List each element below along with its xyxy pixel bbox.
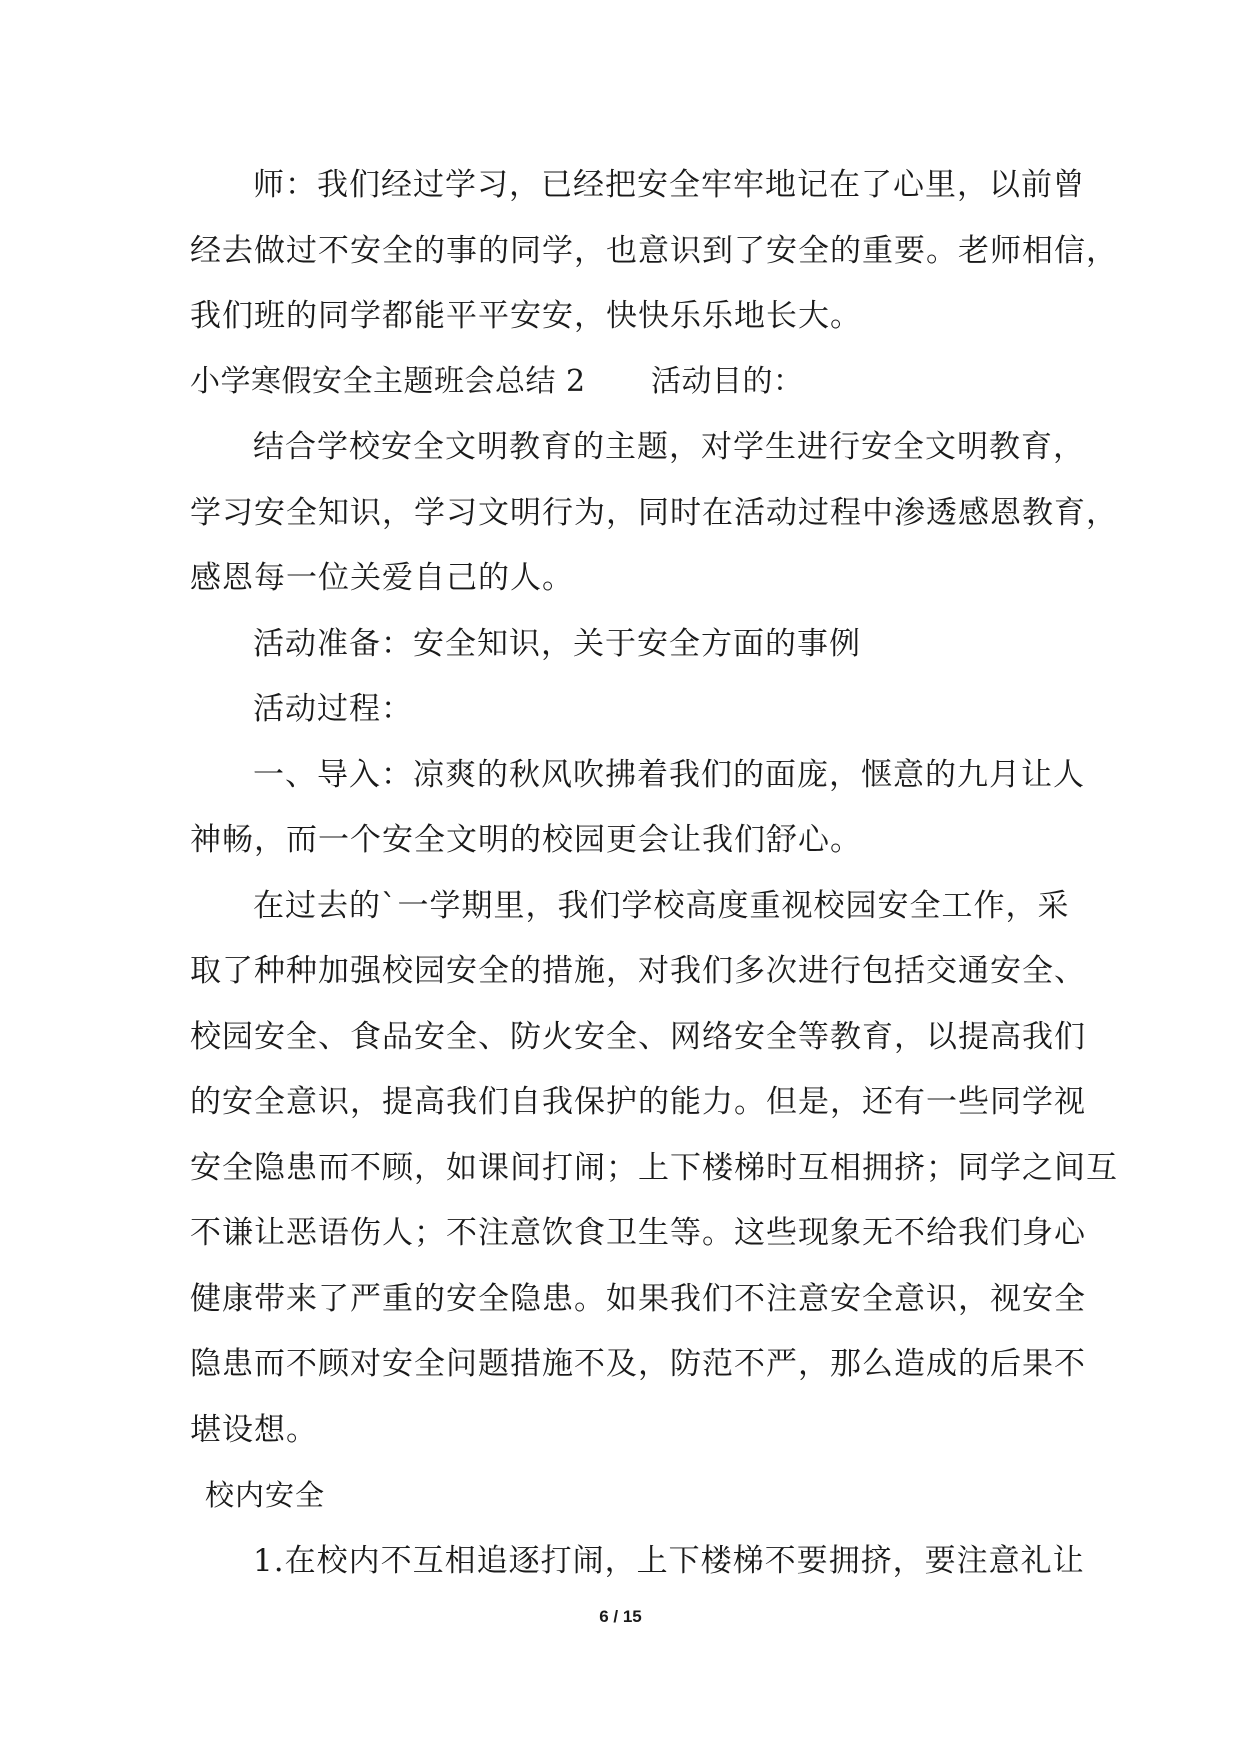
section-subheading: 活动目的： <box>651 364 804 399</box>
paragraph-line: 学习安全知识，学习文明行为，同时在活动过程中渗透感恩教育， <box>190 495 1118 531</box>
paragraph-line: 不谦让恶语伤人；不注意饮食卫生等。这些现象无不给我们身心 <box>190 1215 1086 1251</box>
paragraph-line: 隐患而不顾对安全问题措施不及，防范不严，那么造成的后果不 <box>190 1346 1086 1382</box>
paragraph-line: 的安全意识，提高我们自我保护的能力。但是，还有一些同学视 <box>190 1084 1086 1120</box>
paragraph-line: 堪设想。 <box>190 1412 318 1448</box>
section-heading: 小学寒假安全主题班会总结 2 <box>190 364 586 399</box>
paragraph-line: 感恩每一位关爱自己的人。 <box>190 560 574 596</box>
paragraph-line: 我们班的同学都能平平安安，快快乐乐地长大。 <box>190 298 862 334</box>
paragraph-line: 1.在校内不互相追逐打闹，上下楼梯不要拥挤，要注意礼让 <box>253 1543 1085 1579</box>
paragraph-line: 神畅，而一个安全文明的校园更会让我们舒心。 <box>190 822 862 858</box>
paragraph-line: 师：我们经过学习，已经把安全牢牢地记在了心里，以前曾 <box>253 167 1085 203</box>
section-title: 校内安全 <box>205 1478 326 1512</box>
page-number: 6 / 15 <box>599 1607 642 1626</box>
paragraph-line: 健康带来了严重的安全隐患。如果我们不注意安全意识，视安全 <box>190 1281 1086 1317</box>
paragraph-line: 安全隐患而不顾，如课间打闹；上下楼梯时互相拥挤；同学之间互 <box>190 1150 1118 1186</box>
paragraph-line: 活动准备：安全知识，关于安全方面的事例 <box>253 626 861 662</box>
paragraph-line: 一、导入：凉爽的秋风吹拂着我们的面庞，惬意的九月让人 <box>253 757 1085 793</box>
paragraph-line: 在过去的`一学期里，我们学校高度重视校园安全工作，采 <box>253 888 1070 924</box>
paragraph-line: 活动过程： <box>253 691 413 727</box>
paragraph-line: 取了种种加强校园安全的措施，对我们多次进行包括交通安全、 <box>190 953 1086 989</box>
paragraph-line: 经去做过不安全的事的同学，也意识到了安全的重要。老师相信， <box>190 233 1118 269</box>
paragraph-line: 结合学校安全文明教育的主题，对学生进行安全文明教育， <box>253 429 1085 465</box>
paragraph-line: 校园安全、食品安全、防火安全、网络安全等教育，以提高我们 <box>190 1019 1086 1055</box>
